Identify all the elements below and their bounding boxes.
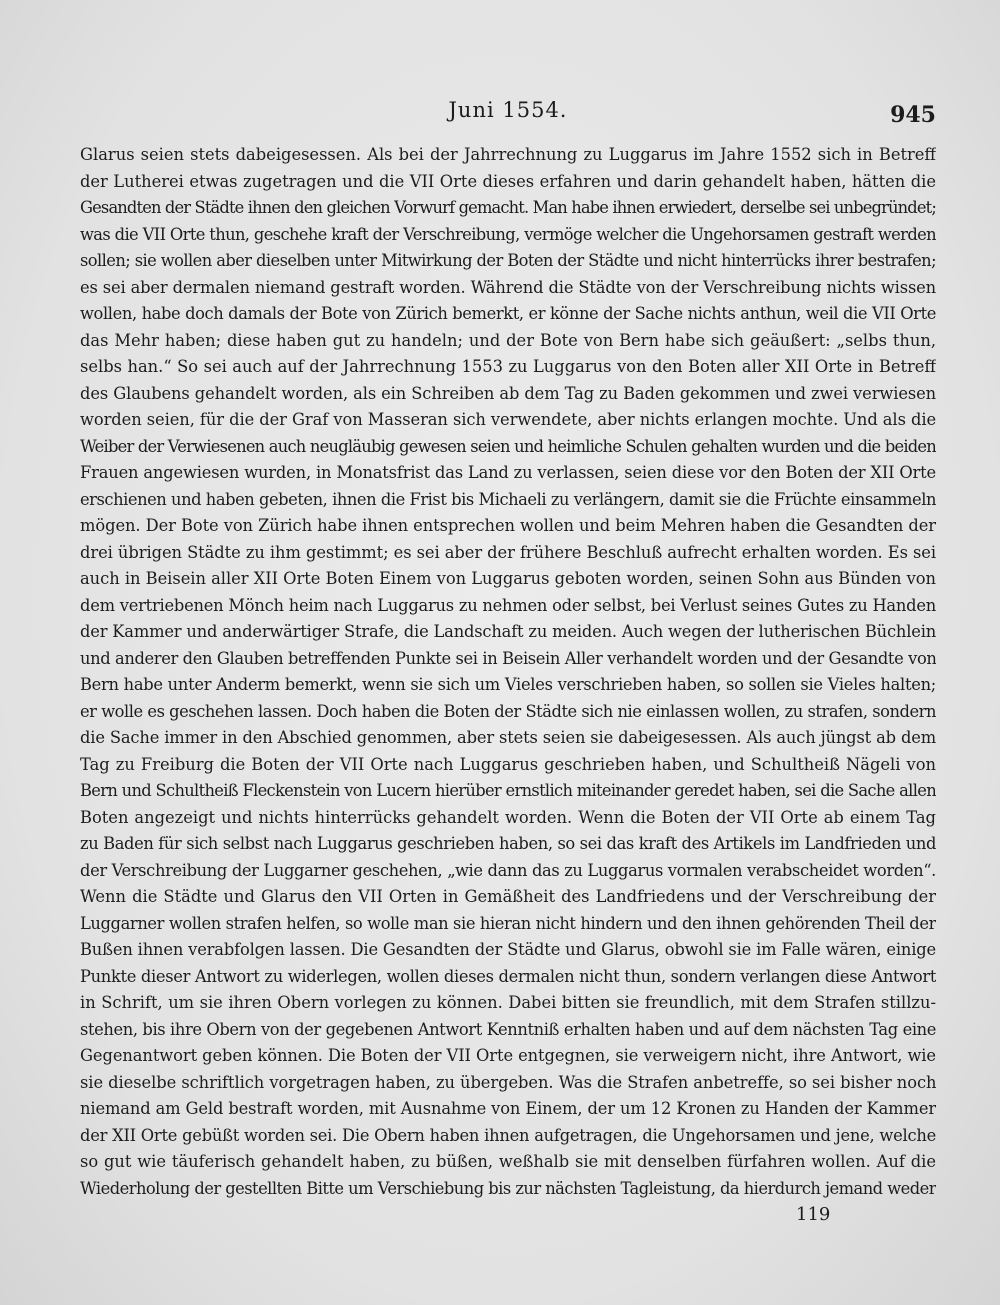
- text-line: und anderer den Glauben betreffenden Punkte sei in Beisein Aller verhandelt worden und der Gesandte von: [80, 648, 936, 668]
- text-line: dem vertriebenen Mönch heim nach Luggarus zu nehmen oder selbst, bei Verlust seines Gutes zu Handen: [80, 595, 936, 615]
- text-line: sollen; sie wollen aber dieselben unter Mitwirkung der Boten der Städte und nicht hinterrücks ihrer bestrafen;: [80, 251, 936, 270]
- text-line: das Mehr haben; diese haben gut zu handeln; und der Bote von Bern habe sich geäußert: „selbs thun,: [80, 330, 936, 350]
- text-line: es sei aber dermalen niemand gestraft worden. Während die Städte von der Verschreibung nichts wissen: [80, 277, 936, 297]
- text-line: drei übrigen Städte zu ihm gestimmt; es sei aber der frühere Beschluß aufrecht erhalten worden. Es sei: [80, 542, 936, 562]
- page-number: 945: [890, 102, 936, 128]
- text-line: Gesandten der Städte ihnen den gleichen Vorwurf gemacht. Man habe ihnen erwiedert, derselbe sei unbegründet;: [80, 198, 936, 217]
- text-line: der Kammer und anderwärtiger Strafe, die Landschaft zu meiden. Auch wegen der lutherischen Büchlein: [80, 622, 936, 641]
- text-line: er wolle es geschehen lassen. Doch haben die Boten der Städte sich nie einlassen wollen, zu strafen, sondern: [80, 701, 936, 721]
- text-line: Weiber der Verwiesenen auch neugläubig gewesen seien und heimliche Schulen gehalten wurden und die beiden: [80, 436, 936, 456]
- text-line: was die VII Orte thun, geschehe kraft der Verschreibung, vermöge welcher die Ungehorsamen gestraft werden: [80, 224, 936, 244]
- text-line: Luggarner wollen strafen helfen, so wolle man sie hieran nicht hindern und den ihnen gehörenden Theil der: [80, 913, 936, 933]
- text-line: Tag zu Freiburg die Boten der VII Orte nach Luggarus geschrieben haben, und Schultheiß Nägeli von: [80, 754, 936, 774]
- text-line: Bern und Schultheiß Fleckenstein von Lucern hierüber ernstlich miteinander geredet haben, sei die Sache allen: [80, 781, 936, 800]
- body-text: [80, 142, 936, 1202]
- running-title: Juni 1554.: [448, 98, 568, 122]
- text-line: so gut wie täuferisch gehandelt haben, zu büßen, weßhalb sie mit denselben fürfahren wollen. Auf die: [80, 1152, 936, 1171]
- text-line: der Lutherei etwas zugetragen und die VII Orte dieses erfahren und darin gehandelt haben, hätten die: [80, 171, 936, 191]
- text-line: der Verschreibung der Luggarner geschehen, „wie dann das zu Luggarus vormalen verabscheidet worden“.: [80, 860, 936, 880]
- text-line: zu Baden für sich selbst nach Luggarus geschrieben haben, so sei das kraft des Artikels im Landfrieden und: [80, 834, 936, 853]
- text-line: erschienen und haben gebeten, ihnen die Frist bis Michaeli zu verlängern, damit sie die Früchte einsammeln: [80, 489, 936, 509]
- text-line: Wiederholung der gestellten Bitte um Verschiebung bis zur nächsten Tagleistung, da hierdurch jemand weder: [80, 1178, 936, 1198]
- text-line: wollen, habe doch damals der Bote von Zürich bemerkt, er könne der Sache nichts anthun, weil die VII Orte: [80, 304, 936, 323]
- text-line: sie dieselbe schriftlich vorgetragen haben, zu übergeben. Was die Strafen anbetreffe, so sei bisher noch: [80, 1072, 936, 1092]
- text-line: Boten angezeigt und nichts hinterrücks gehandelt worden. Wenn die Boten der VII Orte ab einem Tag: [80, 807, 936, 827]
- text-line: stehen, bis ihre Obern von der gegebenen Antwort Kenntniß erhalten haben und auf dem nächsten Tag eine: [80, 1019, 936, 1039]
- page-header: [80, 98, 936, 132]
- text-line: Punkte dieser Antwort zu widerlegen, wollen dieses dermalen nicht thun, sondern verlangen diese Antwort: [80, 966, 936, 986]
- text-line: worden seien, für die der Graf von Masseran sich verwendete, aber nichts erlangen mochte. Und als die: [80, 410, 936, 429]
- text-line: niemand am Geld bestraft worden, mit Ausnahme von Einem, der um 12 Kronen zu Handen der Kammer: [80, 1099, 936, 1118]
- text-line: des Glaubens gehandelt worden, als ein Schreiben ab dem Tag zu Baden gekommen und zwei verwiesen: [80, 383, 936, 403]
- text-line: Bern habe unter Anderm bemerkt, wenn sie sich um Vieles verschrieben haben, so sollen sie Vieles halten;: [80, 675, 936, 694]
- text-line: Gegenantwort geben können. Die Boten der VII Orte entgegnen, sie verweigern nicht, ihre Antwort, wie: [80, 1046, 936, 1065]
- text-line: Wenn die Städte und Glarus den VII Orten in Gemäßheit des Landfriedens und der Verschreibung der: [80, 887, 936, 906]
- text-line: die Sache immer in den Abschied genommen, aber stets seien sie dabeigesessen. Als auch jüngst ab dem: [80, 728, 936, 747]
- text-line: in Schrift, um sie ihren Obern vorlegen zu können. Dabei bitten sie freundlich, mit dem Strafen stillzu-: [80, 993, 936, 1012]
- text-line: der XII Orte gebüßt worden sei. Die Obern haben ihnen aufgetragen, die Ungehorsamen und jene, welche: [80, 1125, 936, 1145]
- text-line: auch in Beisein aller XII Orte Boten Einem von Luggarus geboten worden, seinen Sohn aus Bünden von: [80, 569, 936, 588]
- text-line: Frauen angewiesen wurden, in Monatsfrist das Land zu verlassen, seien diese vor den Boten der XII Orte: [80, 463, 936, 482]
- text-line: mögen. Der Bote von Zürich habe ihnen entsprechen wollen und beim Mehren haben die Gesandten der: [80, 516, 936, 535]
- text-line: Glarus seien stets dabeigesessen. Als bei der Jahrrechnung zu Luggarus im Jahre 1552 sich in Betreff: [80, 145, 936, 164]
- signature-mark: 119: [796, 1204, 831, 1225]
- text-line: Bußen ihnen verabfolgen lassen. Die Gesandten der Städte und Glarus, obwohl sie im Falle wären, einige: [80, 940, 936, 959]
- text-line: selbs han.“ So sei auch auf der Jahrrechnung 1553 zu Luggarus von den Boten aller XII Orte in Betreff: [80, 357, 936, 376]
